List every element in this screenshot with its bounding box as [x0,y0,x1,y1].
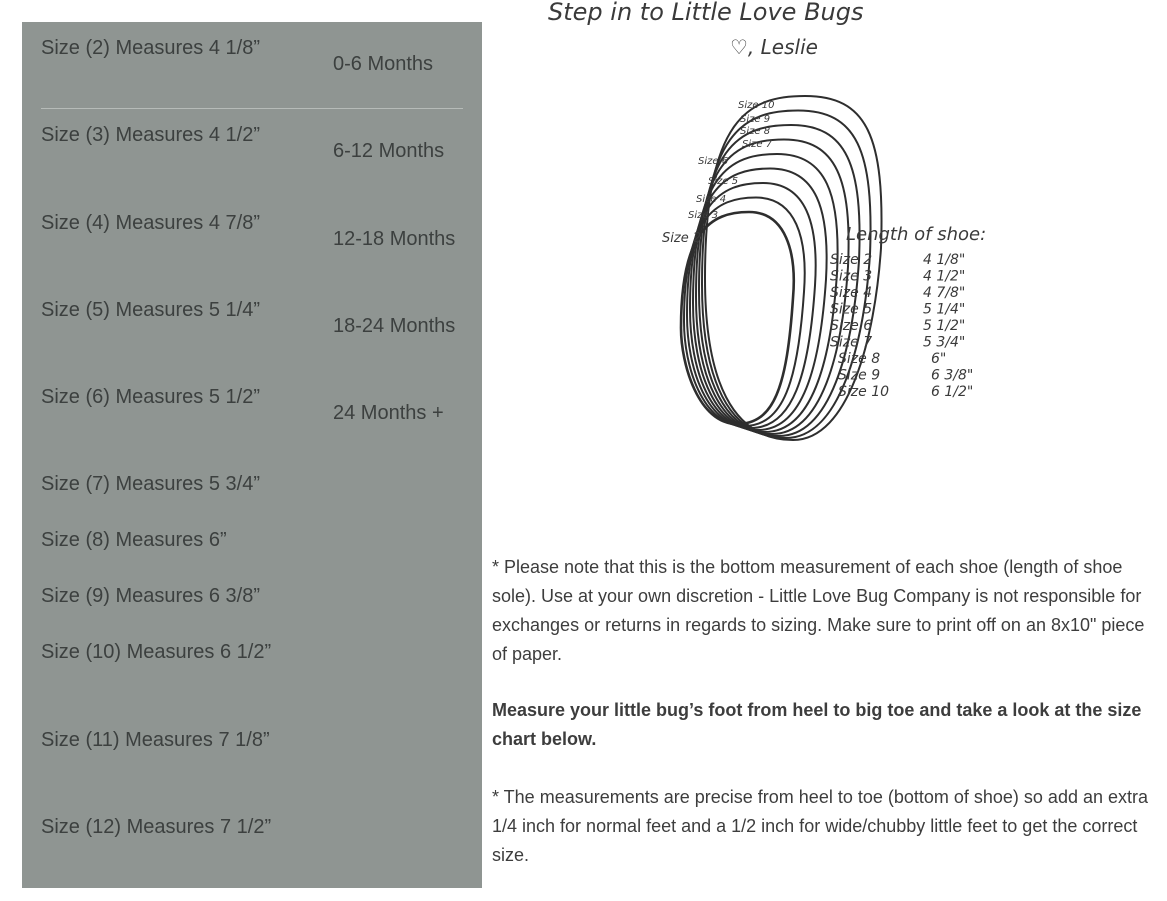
outline-size-label: Size 7 [742,139,773,150]
length-size-label: Size 4 [830,285,873,301]
shoe-size-drawing [530,0,1050,450]
length-size-label: Size 2 [830,252,873,268]
outline-size-label: Size 9 [740,114,771,125]
outline-size-label: Size 3 [688,210,719,221]
length-size-label: Size 10 [838,384,890,400]
measure-instruction: Measure your little bug’s foot from heel to big toe and take a look at the size chart below. [492,700,1142,749]
outline-size-label: Size 4 [696,194,727,205]
size-measure-label: Size (9) Measures 6 3/8” [41,585,260,607]
length-title: Length of shoe: [846,224,987,245]
length-value-label: 4 7/8" [923,285,966,301]
size-measure-label: Size (3) Measures 4 1/2” [41,124,260,146]
length-value-label: 6" [931,351,947,367]
outline-size-label: Size 6 [698,156,729,167]
size-measure-label: Size (2) Measures 4 1/8” [41,37,260,59]
drawing-signature: ♡, Leslie [730,35,818,59]
size-measure-label: Size (5) Measures 5 1/4” [41,299,260,321]
length-value-label: 4 1/8" [923,252,966,268]
length-size-label: Size 5 [830,301,873,318]
size-measure-label: Size (10) Measures 6 1/2” [41,641,272,663]
age-range-label: 12-18 Months [333,228,456,250]
outline-size-label: Size 10 [738,100,775,111]
age-range-label: 24 Months + [333,402,444,424]
length-size-label: Size 6 [830,318,873,334]
outline-size-label: Size 8 [740,126,771,137]
size-chart-panel [22,22,482,888]
length-size-label: Size 3 [830,268,873,285]
age-range-label: 0-6 Months [333,53,434,75]
age-range-label: 18-24 Months [333,315,456,337]
disclaimer-note: * Please note that this is the bottom measurement of each shoe (length of shoe sole). Use at your own discretion - Little Love Bug Company is not responsible for exchanges or returns in regards to sizing. Make sure to print off on an 8x10" piece of paper. [492,557,1145,664]
length-size-label: Size 9 [838,367,881,384]
length-value-label: 5 1/4" [923,301,966,318]
size-measure-label: Size (7) Measures 5 3/4” [41,473,260,495]
size-measure-label: Size (11) Measures 7 1/8” [41,729,270,751]
divider [41,108,463,109]
length-value-label: 6 1/2" [931,384,974,400]
length-value-label: 4 1/2" [923,268,966,285]
size-measure-label: Size (12) Measures 7 1/2” [41,816,272,838]
length-value-label: 5 3/4" [923,334,966,351]
fit-tip-note: * The measurements are precise from heel to toe (bottom of shoe) so add an extra 1/4 inch for normal feet and a 1/2 inch for wide/chubby little feet to get the correct size. [492,787,1149,865]
length-size-label: Size 7 [830,334,873,351]
size-measure-label: Size (6) Measures 5 1/2” [41,386,260,408]
length-list [830,252,973,400]
drawing-heading: Step in to Little Love Bugs [548,0,864,26]
size-measure-label: Size (8) Measures 6” [41,529,227,551]
age-range-label: 6-12 Months [333,140,445,162]
length-value-label: 6 3/8" [931,367,974,384]
size-measure-label: Size (4) Measures 4 7/8” [41,212,260,234]
length-size-label: Size 8 [838,351,881,367]
outline-size-label: Size 5 [708,176,739,187]
outline-size-label: Size 2 [662,231,702,246]
length-value-label: 5 1/2" [923,318,966,334]
